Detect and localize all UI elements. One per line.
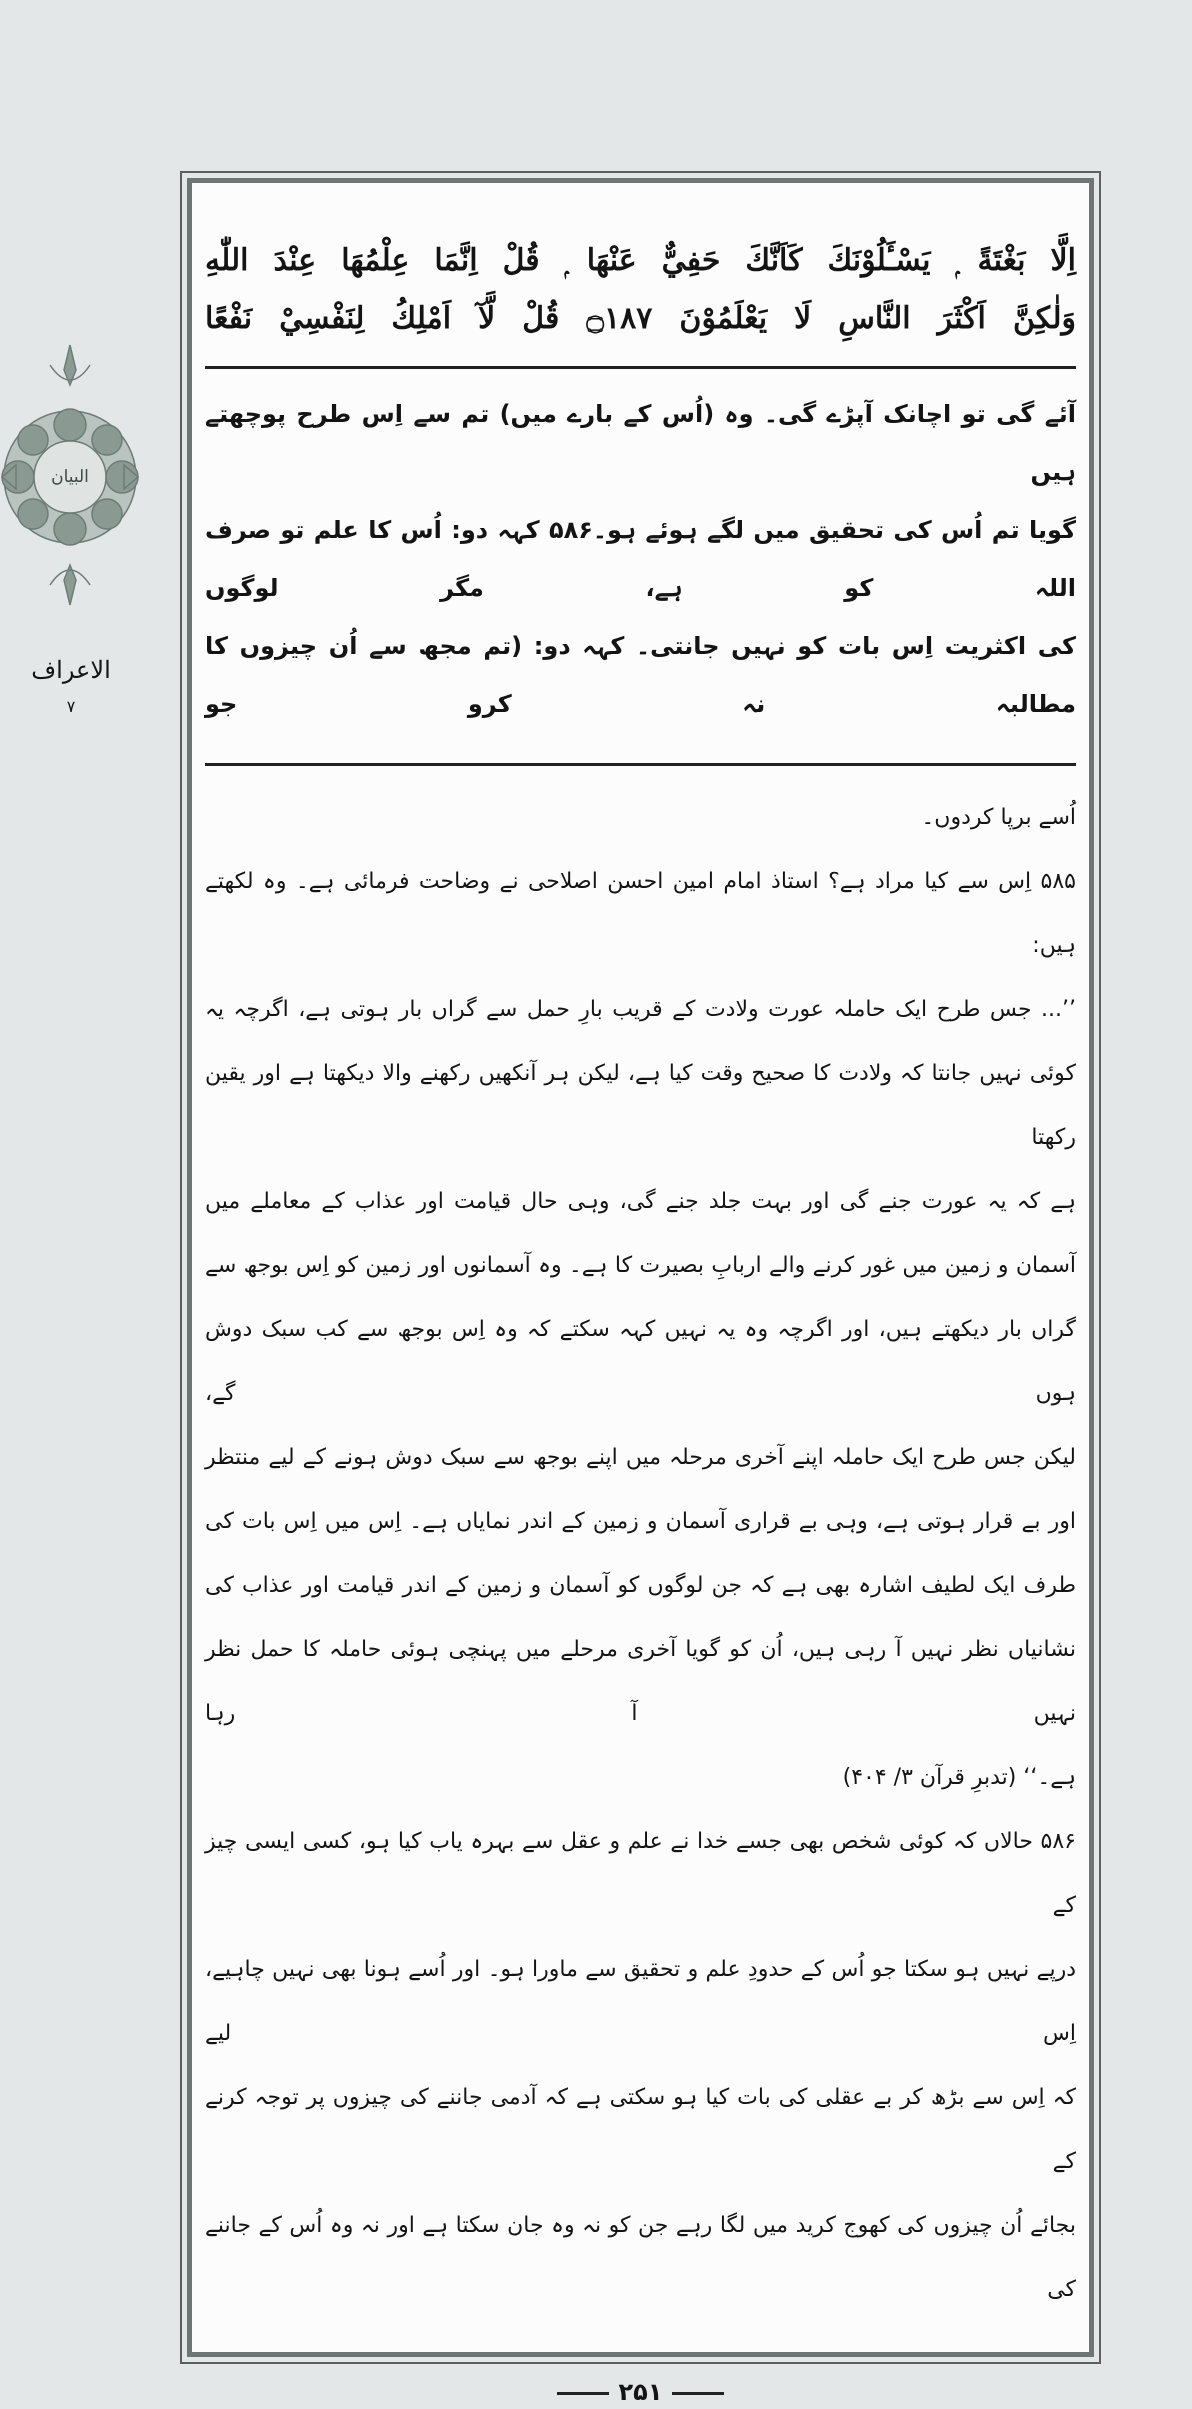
divider bbox=[205, 763, 1076, 766]
commentary-line: کہ اِس سے بڑھ کر بے عقلی کی بات کیا ہو سکتی ہے کہ آدمی جاننے کی چیزوں پر توجہ کرنے کے bbox=[205, 2085, 1076, 2174]
surah-name: الاعراف bbox=[31, 656, 111, 684]
commentary-line: بجائے اُن چیزوں کی کھوج کرید میں لگا رہے جن کو نہ وہ جان سکتا ہے اور نہ وہ اُس کے جاننے کی bbox=[205, 2213, 1076, 2302]
quote-line: گراں بار دیکھتے ہیں، اور اگرچہ وہ یہ نہیں کہہ سکتے کہ وہ اِس بوجھ سے کب سبک دوش ہوں گے، bbox=[205, 1317, 1076, 1406]
surah-number: ۷ bbox=[66, 697, 76, 716]
quote-line: لیکن جس طرح ایک حاملہ اپنے آخری مرحلہ میں اپنے بوجھ سے سبک دوش ہونے کے لیے منتظر bbox=[205, 1445, 1076, 1470]
note-586: ۵۸۶ حالاں کہ کوئی شخص بھی جسے خدا نے علم و عقل سے بہرہ یاب کیا ہو، کسی ایسی چیز کے bbox=[205, 1829, 1076, 1918]
page-wrap bbox=[187, 178, 1094, 2409]
ornament-label: البیان bbox=[51, 467, 89, 487]
page-frame bbox=[187, 178, 1094, 2357]
commentary-line: درپے نہیں ہو سکتا جو اُس کے حدودِ علم و تحقیق سے ماورا ہو۔ اور اُسے ہونا بھی نہیں چاہیے، اِس لیے bbox=[205, 1957, 1076, 2046]
quote-line: نشانیاں نظر نہیں آ رہی ہیں، اُن کو گویا آخری مرحلے میں پہنچی ہوئی حاملہ کا حمل نظر نہیں آ رہا bbox=[205, 1637, 1076, 1726]
quote-citation: ہے۔‘‘ (تدبرِ قرآن ۳/ ۴۰۴) bbox=[842, 1765, 1076, 1790]
quote-line: آسمان و زمین میں غور کرنے والے اربابِ بصیرت کا ہے۔ وہ آسمانوں اور زمین کو اِس بوجھ سے bbox=[205, 1253, 1076, 1278]
quote-line: کوئی نہیں جانتا کہ ولادت کا صحیح وقت کیا ہے، لیکن ہر آنکھیں رکھنے والا دیکھتا ہے اور یقین رکھتا bbox=[205, 1061, 1076, 1150]
translation-line: کی اکثریت اِس بات کو نہیں جانتی۔ کہہ دو: (تم مجھ سے اُن چیزوں کا مطالبہ نہ کرو جو bbox=[205, 632, 1076, 718]
side-ornament bbox=[0, 340, 140, 610]
quote-line: طرف ایک لطیف اشارہ بھی ہے کہ جن لوگوں کو آسمان و زمین کے اندر قیامت اور عذاب کی bbox=[205, 1573, 1076, 1598]
translation-line: آئے گی تو اچانک آپڑے گی۔ وہ (اُس کے بارے میں) تم سے اِس طرح پوچھتے ہیں bbox=[205, 400, 1076, 486]
quote-line: ’’... جس طرح ایک حاملہ عورت ولادت کے قریب بارِ حمل سے گراں بار ہوتی ہے، اگرچہ یہ bbox=[205, 997, 1076, 1022]
quote-line: ہے کہ یہ عورت جنے گی اور بہت جلد جنے گی، وہی حال قیامت اور عذاب کے معاملے میں bbox=[205, 1189, 1076, 1214]
page-number-footer bbox=[187, 2375, 1094, 2409]
quran-line: وَلٰكِنَّ اَكْثَرَ النَّاسِ لَا يَعْلَمُوْنَ ۝١٨٧ قُلْ لَّآ اَمْلِكُ لِنَفْسِيْ نَفْعًا bbox=[205, 301, 1076, 336]
dash-decoration bbox=[672, 2392, 724, 2395]
translation-line: گویا تم اُس کی تحقیق میں لگے ہوئے ہو۔۵۸۶ کہہ دو: اُس کا علم تو صرف اللہ کو ہے، مگر لوگوں bbox=[205, 516, 1076, 602]
page-number: ۲۵۱ bbox=[618, 2378, 663, 2406]
quote-line: اور بے قرار ہوتی ہے، وہی بے قراری آسمان و زمین کے اندر نمایاں ہے۔ اِس میں اِس بات کی bbox=[205, 1509, 1076, 1534]
dash-decoration bbox=[557, 2392, 609, 2395]
quran-line: اِلَّا بَغْتَةً ۭ يَسْـَٔلُوْنَكَ كَاَنَّكَ حَفِيٌّ عَنْهَا ۭ قُلْ اِنَّمَا عِلْمُهَا عِنْدَ اللّٰهِ bbox=[205, 243, 1076, 278]
commentary-line: اُسے برپا کردوں۔ bbox=[921, 805, 1076, 830]
note-585: ۵۸۵ اِس سے کیا مراد ہے؟ استاذ امام امین احسن اصلاحی نے وضاحت فرمائی ہے۔ وہ لکھتے ہیں: bbox=[205, 869, 1076, 958]
divider bbox=[205, 366, 1076, 369]
